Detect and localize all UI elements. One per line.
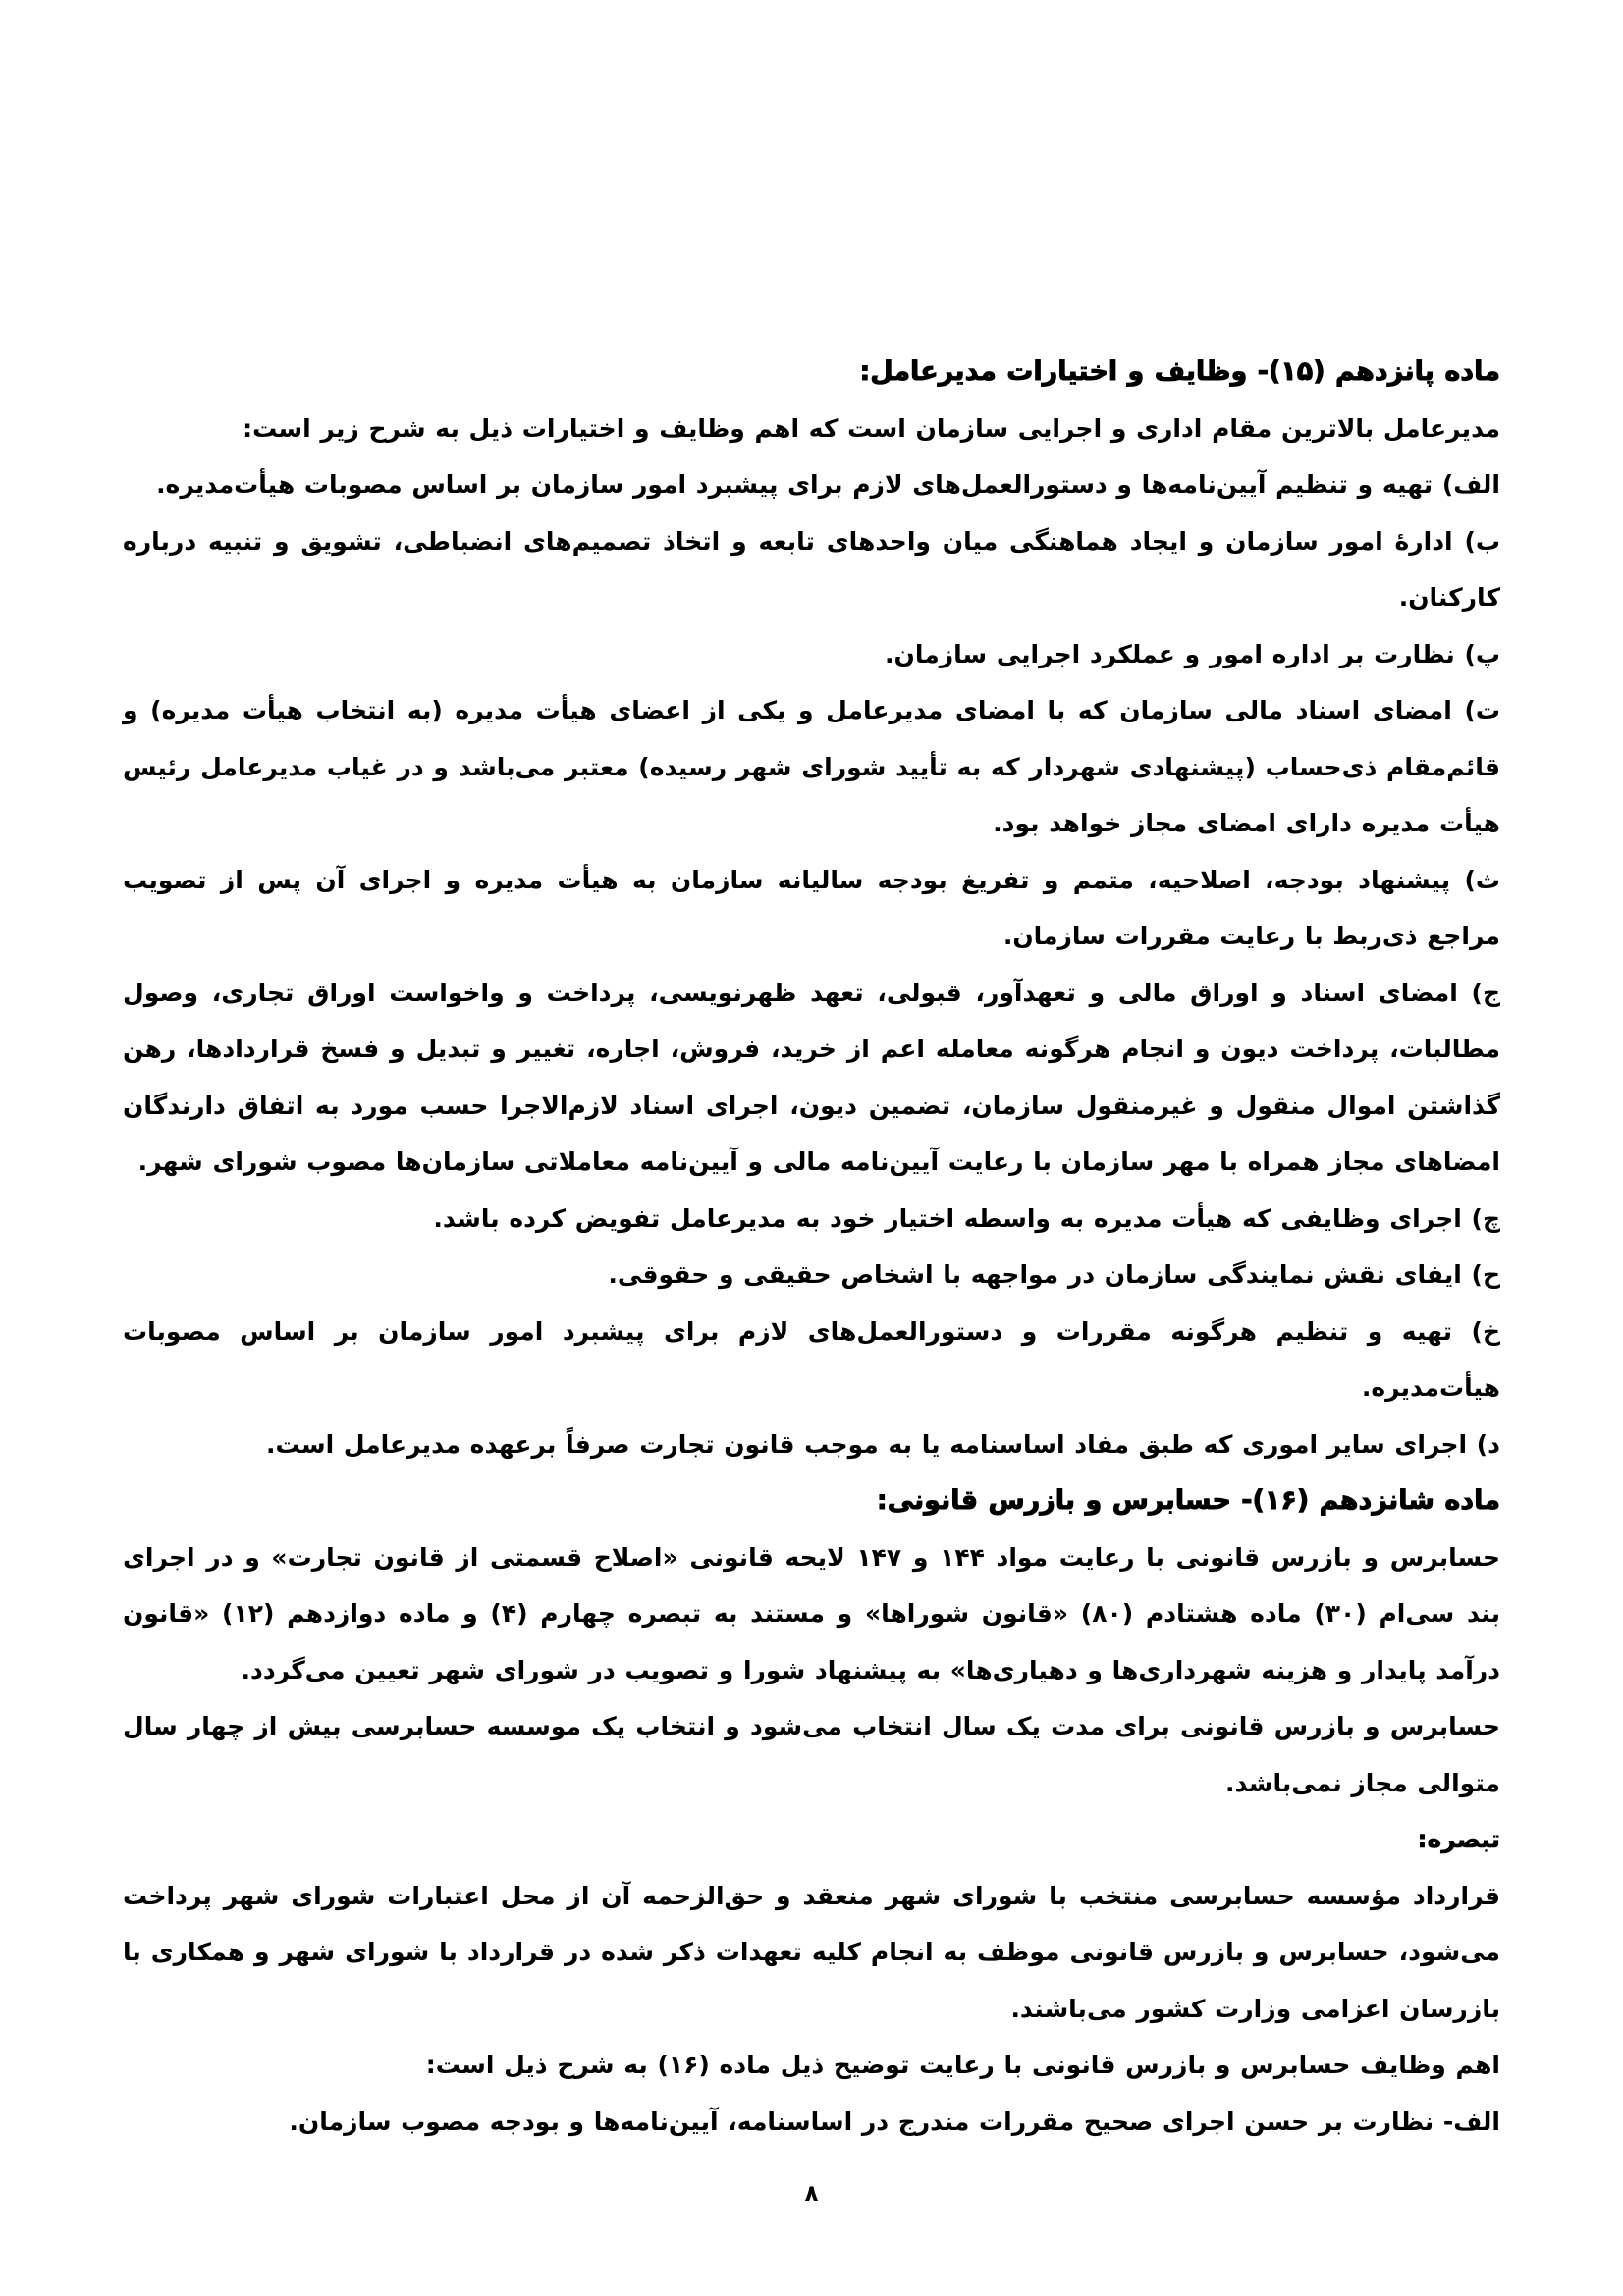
article-15-clause-se: ث) پیشنهاد بودجه، اصلاحیه، متمم و تفریغ بودجه سالیانه سازمان به هیأت مدیره و اجرای آن پس از تصویب مراجع ذی‌ربط با رعایت مقررات سازمان. — [123, 865, 1500, 950]
page-number: ۸ — [804, 2181, 819, 2207]
article-15-clause-te: ت) امضای اسناد مالی سازمان که با امضای مدیرعامل و یکی از اعضای هیأت مدیره (به انتخاب هیأت مدیره) و قائم‌مقام ذی‌حساب (پیشنهادی شهردار که به تأیید شورای شهر رسیده) معتبر می‌باشد و در غیاب مدیرعامل رئیس هیأت مدیره دارای امضای مجاز خواهد بود. — [123, 696, 1500, 837]
article-16-paragraph-2: حسابرس و بازرس قانونی برای مدت یک سال انتخاب می‌شود و انتخاب یک موسسه حسابرسی بیش از چهار سال متوالی مجاز نمی‌باشد. — [123, 1712, 1500, 1797]
article-15-clause-be: ب) ادارۀ امور سازمان و ایجاد هماهنگی میان واحدهای تابعه و اتخاذ تصمیم‌های انضباطی، تشویق و تنبیه درباره کارکنان. — [123, 526, 1500, 612]
article-15-clause-he: ح) ایفای نقش نمایندگی سازمان در مواجهه با اشخاص حقیقی و حقوقی. — [608, 1260, 1500, 1289]
article-16-heading: ماده شانزدهم (۱۶)- حسابرس و بازرس قانونی: — [876, 1485, 1500, 1516]
article-15-clause-pe: پ) نظارت بر اداره امور و عملکرد اجرایی سازمان. — [885, 639, 1500, 668]
article-15-clause-khe: خ) تهیه و تنظیم هرگونه مقررات و دستورالعمل‌های لازم برای پیشبرد امور سازمان بر اساس مصوبات هیأت‌مدیره. — [123, 1316, 1500, 1402]
article-15-heading: ماده پانزدهم (۱۵)- وظایف و اختیارات مدیرعامل: — [859, 356, 1500, 387]
article-15-clause-che: چ) اجرای وظایفی که هیأت مدیره به واسطه اختیار خود به مدیرعامل تفویض کرده باشد. — [433, 1203, 1500, 1233]
article-15-intro: مدیرعامل بالاترین مقام اداری و اجرایی سازمان است که اهم وظایف و اختیارات ذیل به شرح زیر است: — [243, 413, 1500, 443]
article-16-duty-alef: الف- نظارت بر حسن اجرای صحیح مقررات مندرج در اساسنامه، آیین‌نامه‌ها و بودجه مصوب سازمان. — [289, 2107, 1500, 2136]
article-16-note-paragraph: قرارداد مؤسسه حسابرسی منتخب با شورای شهر منعقد و حق‌الزحمه آن از محل اعتبارات شورای شهر پرداخت می‌شود، حسابرس و بازرس قانونی موظف به انجام کلیه تعهدات ذکر شده در قرارداد با شورای شهر و همکاری با بازرسان اعزامی وزارت کشور می‌باشند. — [123, 1881, 1500, 2023]
article-15-clause-alef: الف) تهیه و تنظیم آیین‌نامه‌ها و دستورالعمل‌های لازم برای پیشبرد امور سازمان بر اساس مصوبات هیأت‌مدیره. — [156, 470, 1500, 499]
article-15-clause-dal: د) اجرای سایر اموری که طبق مفاد اساسنامه یا به موجب قانون تجارت صرفاً برعهده مدیرعامل است. — [266, 1429, 1500, 1459]
document-body — [123, 344, 1500, 2150]
article-16-note-heading: تبصره: — [1417, 1825, 1500, 1853]
article-15-clause-jim: ج) امضای اسناد و اوراق مالی و تعهدآور، قبولی، تعهد ظهرنویسی، پرداخت و واخواست اوراق تجاری، وصول مطالبات، پرداخت دیون و انجام هرگونه معامله اعم از خرید، فروش، اجاره، تغییر و تبدیل و فسخ قراردادها، رهن گذاشتن اموال منقول و غیرمنقول سازمان، تضمین دیون، اجرای اسناد لازم‌الاجرا حسب مورد به اتفاق دارندگان امضاهای مجاز همراه با مهر سازمان با رعایت آیین‌نامه مالی و آیین‌نامه معاملاتی سازمان‌ها مصوب شورای شهر. — [123, 978, 1500, 1176]
article-16-paragraph-1: حسابرس و بازرس قانونی با رعایت مواد ۱۴۴ و ۱۴۷ لایحه قانونی «اصلاح قسمتی از قانون تجارت» و در اجرای بند سی‌ام (۳۰) ماده هشتادم (۸۰) «قانون شوراها» و مستند به تبصره چهارم (۴) و ماده دوازدهم (۱۲) «قانون درآمد پایدار و هزینه شهرداری‌ها و دهیاری‌ها» به پیشنهاد شورا و تصویب در شورای شهر تعیین می‌گردد. — [123, 1542, 1500, 1684]
article-16-duties-intro: اهم وظایف حسابرس و بازرس قانونی با رعایت توضیح ذیل ماده (۱۶) به شرح ذیل است: — [425, 2051, 1500, 2079]
